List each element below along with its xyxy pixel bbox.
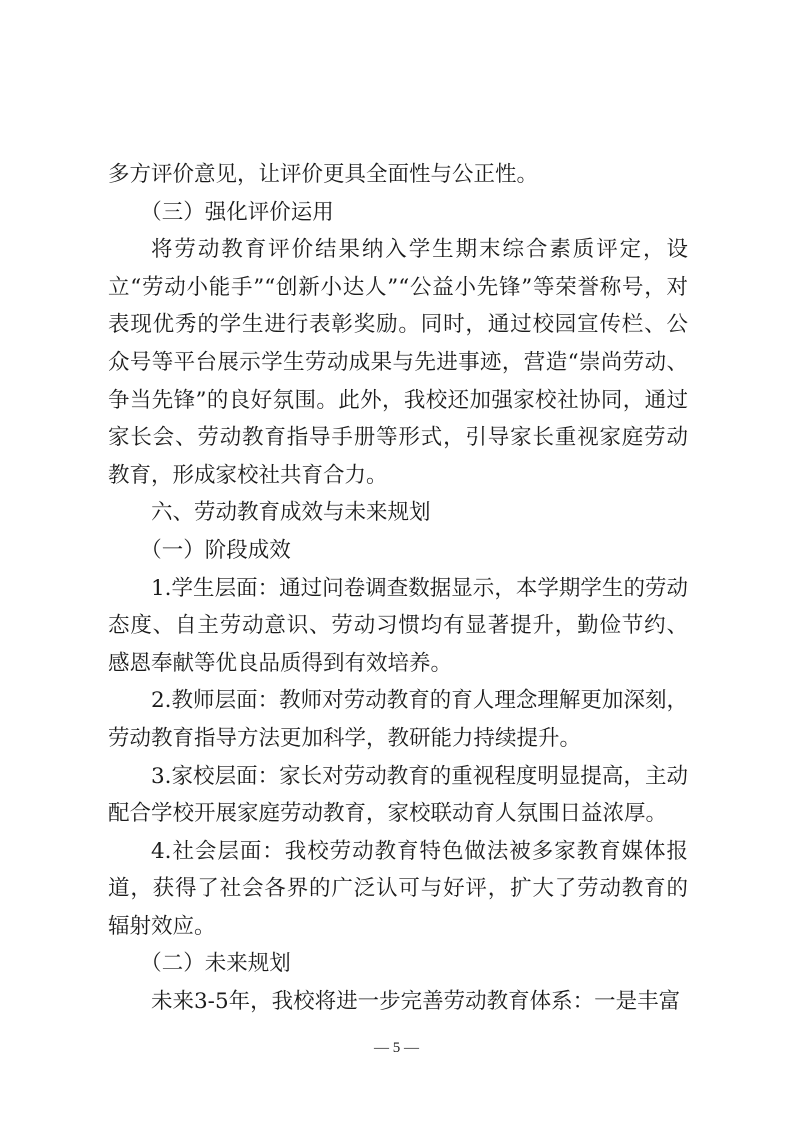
- chapter-heading-outcomes-and-planning: 六、劳动教育成效与未来规划: [151, 500, 431, 526]
- paragraph-home-school-level: 3.家校层面：家长对劳动教育的重视程度明显提高，主动配合学校开展家庭劳动教育，家校联动育人氛围日益浓厚。: [108, 763, 688, 827]
- paragraph-teacher-level: 2.教师层面：教师对劳动教育的育人理念理解更加深刻，劳动教育指导方法更加科学，教研能力持续提升。: [108, 688, 688, 751]
- section-heading-future-planning: （二）未来规划: [140, 951, 291, 977]
- paragraph-evaluation-application: 将劳动教育评价结果纳入学生期末综合素质评定，设立“劳动小能手”“创新小达人”“公益小先锋”等荣誉称号，对表现优秀的学生进行表彰奖励。同时，通过校园宣传栏、公众号等平台展示学生劳动成果与先进事迹，营造“崇尚劳动、争当先锋”的良好氛围。此外，我校还加强家校社协同，通过家长会、劳动教育指导手册等形式，引导家长重视家庭劳动教育，形成家校社共育合力。: [108, 237, 688, 488]
- document-body: [108, 156, 688, 1021]
- paragraph-society-level: 4.社会层面：我校劳动教育特色做法被多家教育媒体报道，获得了社会各界的广泛认可与好评，扩大了劳动教育的辐射效应。: [108, 838, 688, 939]
- section-heading-strengthen-evaluation: （三）强化评价运用: [140, 199, 334, 225]
- page-number: — 5 —: [374, 1040, 419, 1056]
- paragraph-evaluation-summary: 多方评价意见，让评价更具全面性与公正性。: [108, 162, 539, 187]
- paragraph-student-level: 1.学生层面：通过问卷调查数据显示，本学期学生的劳动态度、自主劳动意识、劳动习惯均有显著提升，勤俭节约、感恩奉献等优良品质得到有效培养。: [108, 575, 688, 676]
- section-heading-stage-outcomes: （一）阶段成效: [140, 537, 291, 563]
- paragraph-future-planning: 未来3-5年，我校将进一步完善劳动教育体系：一是丰富: [151, 989, 681, 1015]
